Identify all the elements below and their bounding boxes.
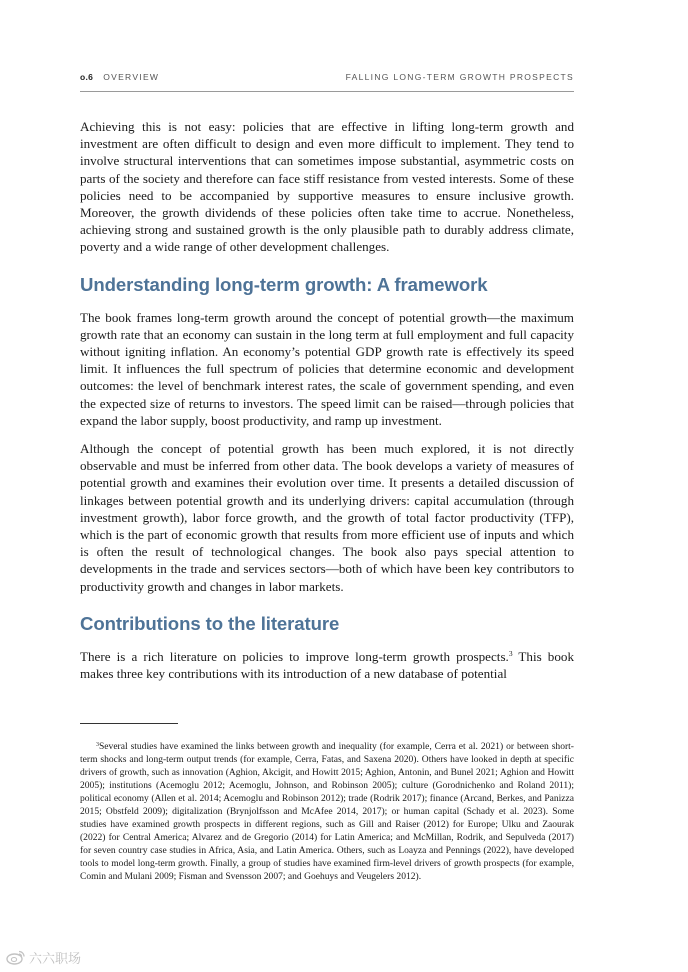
header-rule xyxy=(80,91,574,92)
running-head xyxy=(80,72,574,84)
weibo-logo-icon xyxy=(6,949,26,965)
paragraph-text: There is a rich literature on policies to improve long-term growth prospects. xyxy=(80,648,509,664)
chapter-title: FALLING LONG-TERM GROWTH PROSPECTS xyxy=(345,72,574,82)
footnote xyxy=(80,740,574,883)
footnote-text: Several studies have examined the links between growth and inequality (for example, Cerra et al. 2021) or between short-term shocks and long-term output trends (for example, Cerra, Fatas, and Saxena 2020). Others have looked in depth at specific drivers of growth, such as innovation (Aghion, Akcigit, and Howitt 2015; Aghion, Antonin, and Bunel 2021; Aghion and Howitt 2005); institutions (Acemoglu 2012; Acemoglu, Johnson, and Robinson 2005); culture (Gorodnichenko and Roland 2011); political economy (Allen et al. 2014; Acemoglu and Robinson 2012); trade (Rodrik 2017); finance (Arcand, Berkes, and Panizza 2015; Obstfeld 2009); digitalization (Brynjolfsson and McAfee 2014, 2017); or human capital (Schady et al. 2023). Some studies have examined growth prospects in different regions, such as Gill and Raiser (2012) for Europe; Ulku and Zaourak (2022) for Central America; Alvarez and de Gregorio (2014) for Latin America; and McMillan, Rodrik, and Sepulveda (2017) for seven country case studies in Africa, Asia, and Latin America. Others, such as Loayza and Pennings (2022), have developed tools to model long-term growth. Finally, a group of studies have examined firm-level drivers of growth prospects (for example, Comin and Mulani 2009; Fisman and Svensson 2007; and Goehuys and Veugelers 2012). xyxy=(80,741,574,882)
paragraph-text: This book makes three key contributions with its introduction of a new database of potential xyxy=(80,648,574,682)
section-heading: Understanding long-term growth: A framework xyxy=(80,273,488,295)
paragraph xyxy=(80,648,574,682)
footnote-marker: 3 xyxy=(96,742,99,748)
footnote-rule xyxy=(80,723,178,724)
paragraph: Although the concept of potential growth has been much explored, it is not directly observable and must be inferred from other data. The book develops a variety of measures of potential growth and examines their evolution over time. It presents a detailed discussion of linkages between potential growth and its underlying drivers: capital accumulation (through investment growth), labor force growth, and the growth of total factor productivity (TFP), which is the part of economic growth that results from more efficient use of inputs and which is often the result of technological changes. The book also pays special attention to developments in the trade and services sectors—both of which have been key contributors to productivity growth and changes in labor markets. xyxy=(80,441,574,594)
watermark xyxy=(6,947,81,967)
paragraph: The book frames long-term growth around the concept of potential growth—the maximum growth rate that an economy can sustain in the long term at full employment and full capacity without igniting inflation. An economy’s potential GDP growth rate is effectively its speed limit. It influences the full spectrum of policies that determine economic and development outcomes: the level of benchmark interest rates, the scale of government spending, and even the expected size of returns to investors. The speed limit can be raised—through policies that expand the labor supply, boost productivity, and ramp up investment. xyxy=(80,309,574,428)
footnote-reference[interactable]: 3 xyxy=(508,648,513,658)
section-heading: Contributions to the literature xyxy=(80,612,340,634)
main-text xyxy=(80,118,574,693)
paragraph: Achieving this is not easy: policies that are effective in lifting long-term growth and investment are often difficult to design and even more difficult to implement. They tend to involve structural interventions that can sometimes impose substantial, asymmetric costs on parts of the society and therefore can face stiff resistance from vested interests. Some of these policies need to be accompanied by supportive measures to ensure inclusive growth. Moreover, the growth dividends of these policies often take time to accrue. Nonetheless, achieving strong and sustained growth is the only plausible path to durably address climate, poverty and a wide range of other development challenges. xyxy=(80,119,574,255)
watermark-text: 六六职场 xyxy=(29,951,82,967)
section-label: OVERVIEW xyxy=(103,72,160,82)
page-number: o.6 xyxy=(80,72,94,82)
